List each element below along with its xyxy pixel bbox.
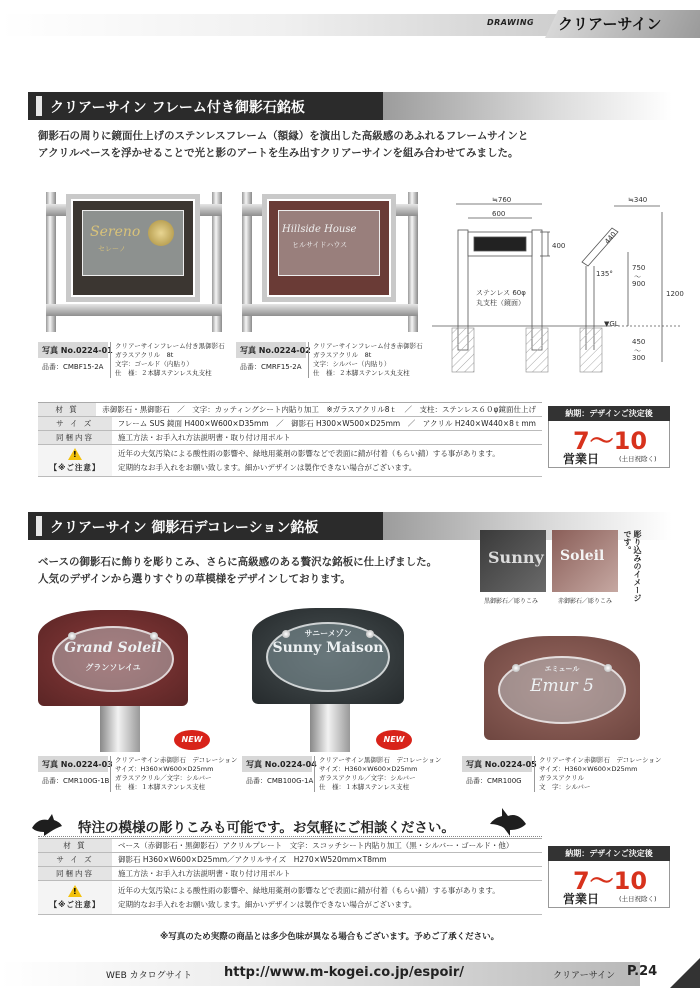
product-code: 品番：CMBF15-2A bbox=[42, 363, 104, 371]
sign-kana: セレーノ bbox=[98, 245, 126, 253]
table-row: サ イ ズ フレーム SUS 鏡面 H400×W600×D35mm ／ 御影石 H300×W500×D25mm ／ アクリル H240×W440×8ｔmm bbox=[38, 417, 542, 431]
section1-title-bar bbox=[28, 92, 672, 120]
product-code: 品番：CMB100G-1A bbox=[246, 777, 314, 785]
table-row: 同梱内容 施工方法・お手入れ方法説明書・取り付け用ボルト bbox=[38, 431, 542, 445]
sign-name: Sereno bbox=[90, 224, 141, 240]
photo-number: 写真 No.0224-02 bbox=[236, 342, 306, 358]
product-photo-0224-04 bbox=[252, 608, 404, 752]
section2-description: ベースの御影石に飾りを彫りこみ、さらに高級感のある贅沢な銘板に仕上げました。 人気のデザインから選りすぐりの草模様をデザインしております。 bbox=[38, 556, 438, 585]
table-row: ! 【※ご注意】 近年の大気汚染による酸性雨の影響や、緑地用薬剤の影響などで表面に錆が付着（もらい錆）する事があります。 定期的なお手入れをお願い致します。細かいデザインは製作できない場合がございます。 bbox=[38, 881, 542, 915]
section1-title: クリアーサイン フレーム付き御影石銘板 bbox=[50, 100, 305, 116]
header-drawing-label: DRAWING bbox=[487, 18, 535, 27]
warning-icon: ! bbox=[68, 448, 82, 460]
special-order-note: 特注の模様の彫りこみも可能です。お気軽にご相談ください。 bbox=[78, 820, 455, 836]
product-code: 品番：CMRF15-2A bbox=[240, 363, 302, 371]
product-photo-0224-01 bbox=[38, 184, 226, 334]
product-photo-0224-03 bbox=[38, 610, 188, 752]
table-row: ! 【※ご注意】 近年の大気汚染による酸性雨の影響や、緑地用薬剤の影響などで表面に錆が付着（もらい錆）する事があります。 定期的なお手入れをお願い致します。細かいデザインは製作できない場合がございます。 bbox=[38, 445, 542, 477]
color-disclaimer: ※写真のため実際の商品とは多少色味が異なる場合もございます。予めご了承ください。 bbox=[160, 932, 500, 942]
header-title: クリアーサイン bbox=[558, 15, 662, 33]
red-granite-engraving-photo: Soleil bbox=[552, 530, 618, 592]
page-footer bbox=[0, 958, 700, 988]
product-photo-0224-02 bbox=[236, 184, 426, 334]
bird-right-icon bbox=[488, 806, 528, 838]
engraving-samples: Sunny Soleil 黒御影石／彫りこみ 赤御影石／彫りこみ 彫り込みのイメージです。 bbox=[480, 530, 648, 614]
product-specs: クリアーサイン赤御影石 デコレーション サイズ：H360×W600×D25mm ガラスアクリル／文字：シルバー 仕 様：１本脚ステンレス支柱 bbox=[110, 756, 237, 792]
page-number: P.24 bbox=[627, 964, 658, 979]
table-row: 同梱内容 施工方法・お手入れ方法説明書・取り付け用ボルト bbox=[38, 867, 542, 881]
divider bbox=[38, 836, 542, 837]
engraving-image-label: 彫り込みのイメージです。 bbox=[623, 530, 642, 602]
spec-table-1 bbox=[38, 402, 542, 477]
footer-category: クリアーサイン bbox=[553, 971, 616, 981]
table-row: 材 質 赤御影石・黒御影石 ／ 文字：カッティングシート内貼り加工 ※ガラスアクリル8ｔ ／ 支柱：ステンレス６０φ鏡面仕上げ bbox=[38, 403, 542, 417]
product-code: 品番：CMR100G bbox=[466, 777, 522, 785]
photo-number: 写真 No.0224-03 bbox=[38, 756, 108, 772]
sign-kana: ヒルサイドハウス bbox=[292, 241, 348, 249]
table-row: サ イ ズ 御影石 H360×W600×D25mm／アクリルサイズ H270×W520mm×T8mm bbox=[38, 853, 542, 867]
new-badge: NEW bbox=[376, 730, 412, 750]
technical-drawing: ≒760 600 400 ステンレス 60φ 丸支柱（鏡面） ≒340 440 135° 750 〜 900 1200 ▼GL 450 〜 300 bbox=[432, 192, 680, 376]
section1-description: 御影石の周りに鏡面仕上げのステンレスフレーム（額縁）を演出した高級感のあふれるフレームサインと アクリルベースを浮かせることで光と影のアートを生み出すクリアーサインを組み合わせてみました。 bbox=[38, 130, 529, 159]
delivery-badge-1: 納期：デザインご決定後 7～10 営業日 (土日祝除く) bbox=[548, 406, 670, 468]
product-specs: クリアーサインフレーム付き赤御影石 ガラスアクリル 8t 文字：シルバー（内貼り） 仕 様：２本脚ステンレス丸支柱 bbox=[308, 342, 423, 378]
photo-number: 写真 No.0224-05 bbox=[462, 756, 532, 772]
section-marker bbox=[36, 96, 42, 116]
product-specs: クリアーサイン黒御影石 デコレーション サイズ：H360×W600×D25mm ガラスアクリル／文字：シルバー 仕 様：１本脚ステンレス支柱 bbox=[314, 756, 441, 792]
sign-name: Emur 5 bbox=[530, 676, 594, 696]
corner-tab bbox=[670, 958, 700, 988]
sign-name: Sunny Maison bbox=[272, 640, 384, 656]
new-badge: NEW bbox=[174, 730, 210, 750]
sign-kana: エミュール bbox=[544, 665, 580, 673]
product-code: 品番：CMR100G-1B bbox=[42, 777, 110, 785]
delivery-badge-2: 納期：デザインご決定後 7～10 営業日 (土日祝除く) bbox=[548, 846, 670, 908]
sign-name: Hillside House bbox=[282, 224, 357, 235]
table-row: 材 質 ベース（赤御影石・黒御影石）アクリルプレート 文字：スコッチシート内貼り加工（黒・シルバー・ゴールド・他） bbox=[38, 839, 542, 853]
sign-kana: サニーメゾン bbox=[304, 629, 352, 638]
section2-title: クリアーサイン 御影石デコレーション銘板 bbox=[50, 520, 319, 536]
flower-ornament-icon bbox=[148, 220, 174, 246]
product-specs: クリアーサインフレーム付き黒御影石 ガラスアクリル 8t 文字：ゴールド（内貼り） 仕 様：２本脚ステンレス丸支柱 bbox=[110, 342, 225, 378]
product-photo-0224-05 bbox=[484, 636, 640, 740]
product-specs: クリアーサイン赤御影石 デコレーション サイズ：H360×W600×D25mm ガラスアクリル 文 字：シルバー bbox=[534, 756, 661, 792]
footer-catalog-label: WEB カタログサイト bbox=[106, 971, 192, 981]
photo-number: 写真 No.0224-04 bbox=[242, 756, 312, 772]
photo-number: 写真 No.0224-01 bbox=[38, 342, 108, 358]
sign-kana: グランソレイユ bbox=[85, 663, 141, 672]
section-marker bbox=[36, 516, 42, 536]
bird-left-icon bbox=[30, 810, 64, 838]
sign-name: Grand Soleil bbox=[64, 640, 162, 656]
footer-url-link[interactable]: http://www.m-kogei.co.jp/espoir/ bbox=[224, 965, 464, 980]
spec-table-2 bbox=[38, 838, 542, 915]
page-header bbox=[0, 0, 700, 40]
black-granite-engraving-photo: Sunny bbox=[480, 530, 546, 592]
warning-icon: ! bbox=[68, 885, 82, 897]
